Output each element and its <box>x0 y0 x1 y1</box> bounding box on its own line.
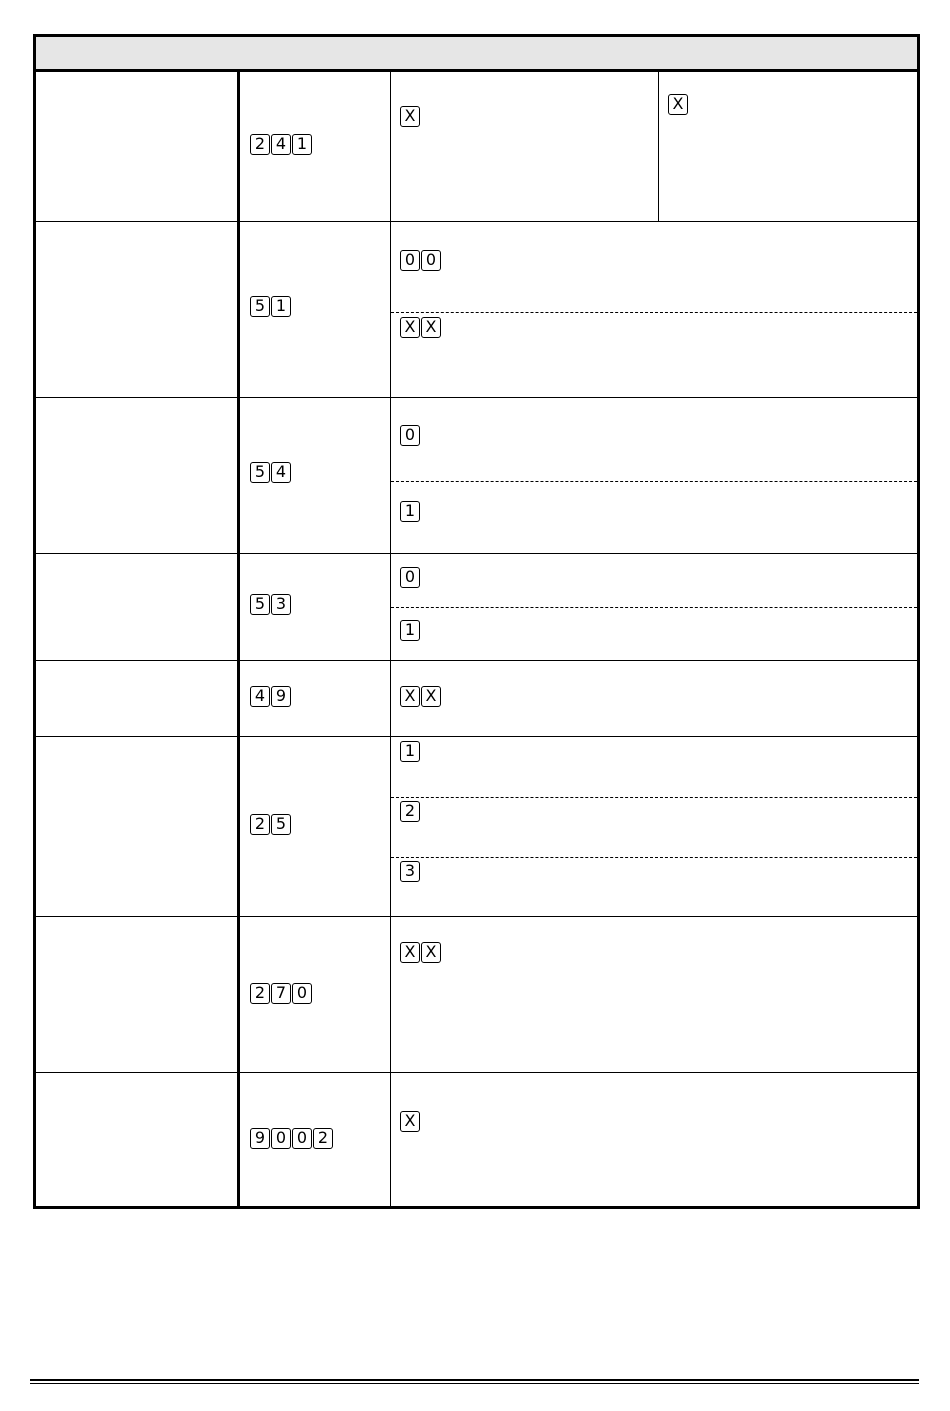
code-cell <box>240 554 391 660</box>
key-icon: X <box>421 942 441 963</box>
option-cell <box>391 72 659 221</box>
option-cell <box>391 398 917 553</box>
code-cell <box>240 737 391 916</box>
description-cell <box>36 661 240 736</box>
key-icon: 4 <box>250 686 270 707</box>
key-icon: 2 <box>313 1128 333 1149</box>
description-cell <box>36 1073 240 1206</box>
key-icon: 0 <box>400 425 420 446</box>
description-cell <box>36 917 240 1072</box>
key-icon: 7 <box>271 983 291 1004</box>
key-icon: X <box>668 94 688 115</box>
key-icon: 0 <box>271 1128 291 1149</box>
option-line <box>391 797 917 857</box>
table-row <box>36 72 917 222</box>
key-icon: 9 <box>271 686 291 707</box>
key-icon: 1 <box>400 741 420 762</box>
table-row <box>36 398 917 554</box>
key-icon: 0 <box>292 983 312 1004</box>
code-cell <box>240 72 391 221</box>
code-cell <box>240 222 391 397</box>
key-icon: X <box>400 942 420 963</box>
option-line <box>391 222 917 312</box>
description-cell <box>36 398 240 553</box>
key-icon: 3 <box>400 861 420 882</box>
option-cell <box>391 737 917 916</box>
key-icon: 0 <box>421 250 441 271</box>
key-icon: 2 <box>400 801 420 822</box>
key-icon: 4 <box>271 462 291 483</box>
table-row <box>36 737 917 917</box>
option-line <box>391 554 917 607</box>
key-icon: X <box>400 317 420 338</box>
option-line <box>391 661 917 736</box>
key-icon: 9 <box>250 1128 270 1149</box>
key-icon: 1 <box>271 296 291 317</box>
key-icon: X <box>400 686 420 707</box>
footer-divider <box>30 1383 919 1384</box>
key-icon: X <box>400 1111 420 1132</box>
code-cell <box>240 398 391 553</box>
option-line <box>391 737 917 797</box>
key-icon: 0 <box>292 1128 312 1149</box>
option-line <box>391 857 917 916</box>
key-icon: 5 <box>271 814 291 835</box>
key-icon: X <box>421 317 441 338</box>
option-line <box>391 312 917 397</box>
key-icon: 2 <box>250 814 270 835</box>
option-line <box>391 398 917 481</box>
key-icon: 0 <box>400 250 420 271</box>
option-cell <box>659 72 917 221</box>
key-icon: X <box>400 106 420 127</box>
table-row <box>36 1073 917 1206</box>
key-icon: 3 <box>271 594 291 615</box>
table-row <box>36 917 917 1073</box>
key-icon: 1 <box>400 501 420 522</box>
key-icon: 0 <box>400 567 420 588</box>
option-line <box>391 481 917 553</box>
table-header <box>36 37 917 72</box>
key-icon: 2 <box>250 983 270 1004</box>
footer-divider <box>30 1379 919 1381</box>
option-cell <box>391 1073 917 1206</box>
key-icon: 5 <box>250 462 270 483</box>
description-cell <box>36 72 240 221</box>
key-icon: 1 <box>400 620 420 641</box>
key-icon: 1 <box>292 134 312 155</box>
settings-table <box>33 34 920 1209</box>
key-icon: X <box>421 686 441 707</box>
table-row <box>36 661 917 737</box>
option-cell <box>391 222 917 397</box>
code-cell <box>240 1073 391 1206</box>
option-cell <box>391 917 917 1072</box>
code-cell <box>240 917 391 1072</box>
key-icon: 5 <box>250 594 270 615</box>
description-cell <box>36 554 240 660</box>
table-row <box>36 222 917 398</box>
option-cell <box>391 554 917 660</box>
option-line <box>391 607 917 660</box>
key-icon: 4 <box>271 134 291 155</box>
option-line <box>391 1073 917 1206</box>
description-cell <box>36 222 240 397</box>
key-icon: 2 <box>250 134 270 155</box>
option-cell <box>391 661 917 736</box>
key-icon: 5 <box>250 296 270 317</box>
option-line <box>391 917 917 1072</box>
table-row <box>36 554 917 661</box>
code-cell <box>240 661 391 736</box>
description-cell <box>36 737 240 916</box>
